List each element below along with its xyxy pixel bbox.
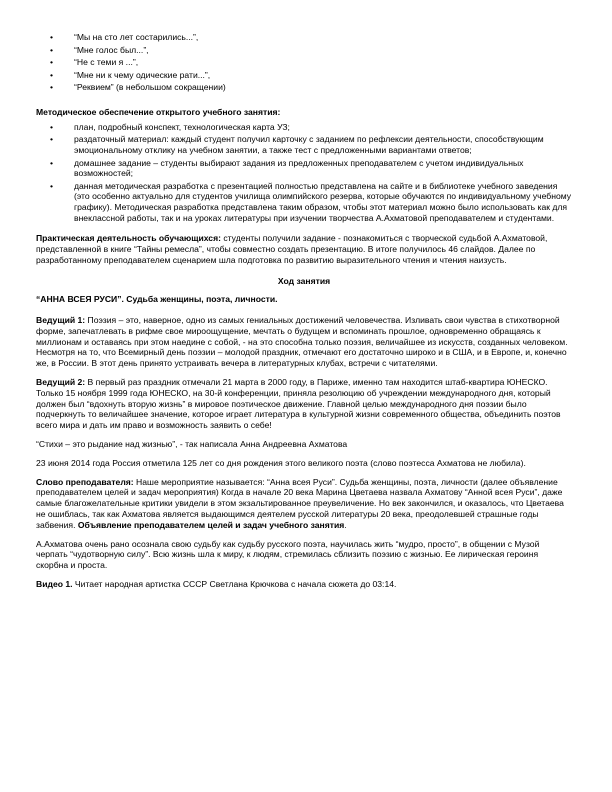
list-item: • “Мы на сто лет состарились...”, bbox=[36, 32, 572, 43]
quote-paragraph: “Стихи – это рыдание над жизнью”, - так написала Анна Андреевна Ахматова bbox=[36, 439, 348, 450]
host2-label: Ведущий 2: bbox=[36, 377, 86, 388]
list-item: • раздаточный материал: каждый студент получил карточку с заданием по рефлексии деятельности, способствующим эмоциональному отклику на учебном занятии, а также тест с предложенными вариантами ответов; bbox=[36, 134, 572, 155]
list-item: • “Мне ни к чему одические рати...”, bbox=[36, 70, 572, 81]
list-item: • “Не с теми я ...”, bbox=[36, 57, 572, 68]
video-paragraph bbox=[36, 579, 572, 590]
practice-label: Практическая деятельность обучающихся: bbox=[36, 233, 221, 244]
list-item: • “Реквием” (в небольшом сокращении) bbox=[36, 82, 572, 93]
video-label: Видео 1. bbox=[36, 579, 73, 590]
destiny-paragraph: А.Ахматова очень рано осознала свою судьбу как судьбу русского поэта, научилась жить “мудро, просто”, в общении с Музой черпать “чудотворную силу”. Всю жизнь шла к миру, к людям, стремилась сблизить поэзию с жизнью. Ее лирическая героиня скорбна и проста. bbox=[36, 538, 540, 571]
resources-list bbox=[36, 122, 572, 223]
host1-paragraph bbox=[36, 315, 572, 369]
list-item: • “Мне голос был...”, bbox=[36, 45, 572, 56]
practice-paragraph bbox=[36, 233, 572, 265]
resources-heading: Методическое обеспечение открытого учебного занятия: bbox=[36, 106, 281, 117]
host1-text: Поэзия – это, наверное, одно из самых гениальных достижений человечества. Изливать свои чувства в стихотворной форме, запечатлевать в рифме свое мироощущение, мечтать о будущем и вспоминать прошлое, одновременно обращаясь к миллионам и оставаясь при этом наедине с собой, - на это способна только поэзия, величайшее из искусств, созданных человеком. Несмотря на то, что Всемирный день поэзии – молодой праздник, отмечают его достаточно широко и в США, и в Европе, и, конечно же, в России. В этот день принято устраивать вечера в литературных клубах, встречи с читателями. bbox=[36, 315, 568, 369]
teacher-paragraph bbox=[36, 477, 572, 531]
list-item: • план, подробный конспект, технологическая карта УЗ; bbox=[36, 122, 572, 133]
video-text: Читает народная артистка СССР Светлана Крючкова с начала сюжета до 03:14. bbox=[72, 579, 397, 590]
host2-text: В первый раз праздник отмечали 21 марта в 2000 году, в Париже, именно там находится штаб-квартира ЮНЕСКО. Только 15 ноября 1999 года ЮНЕСКО, на 30-й конференции, приняла резолюцию об учреждении международного дня, который должен был “вдохнуть вторую жизнь” в мировое поэтическое движение. Главной целью международного дня поэзии было подчеркнуть то величайшее значение, которое играет литература в культурной жизни современного общества, объединить поэтов всего мира и дать им право и возможность заявить о себе! bbox=[36, 377, 561, 431]
anniversary-paragraph: 23 июня 2014 года Россия отметила 125 лет со дня рождения этого великого поэта (слово поэтесса Ахматова не любила). bbox=[36, 457, 526, 468]
host1-label: Ведущий 1: bbox=[36, 315, 86, 326]
list-item: • данная методическая разработка с презентацией полностью представлена на сайте и в библиотеке учебного заведения (это особенно актуально для студентов училища олимпийского резерва, которые обучаются по индивидуальному учебному графику). Методическая разработка представлена таким образом, чтобы этот материал можно было использовать как для внеклассной работы, так и на уроках литературы при изучении творчества А.Ахматовой преподавателем и студентами. bbox=[36, 181, 572, 223]
lesson-heading: Ход занятия bbox=[277, 275, 331, 286]
teacher-label: Слово преподавателя: bbox=[36, 476, 134, 487]
lesson-subtitle: “АННА ВСЕЯ РУСИ”. Судьба женщины, поэта, личности. bbox=[36, 294, 278, 305]
host2-paragraph bbox=[36, 377, 572, 431]
teacher-period: . bbox=[344, 519, 347, 530]
teacher-text: Наше мероприятие называется: “Анна всея Руси”. Судьба женщины, поэта, личности (далее объявление преподавателем целей и задач мероприятия) Когда в начале 20 века Марина Цветаева назвала Ахматову “Анной всея Руси”, даже самые благожелательные критики увидели в этом экзальтированное преувеличение. Но век закончился, и оказалось, что Цветаева не ошиблась, так как Ахматова является выдающимся деятелем русской литературы 20 века, преодолевшей страшные годы забвения. bbox=[36, 476, 564, 530]
list-item: • домашнее задание – студенты выбирают задания из предложенных преподавателем с учетом индивидуальных возможностей; bbox=[36, 158, 572, 179]
teacher-bold-end: Объявление преподавателем целей и задач учебного занятия bbox=[77, 519, 345, 530]
practice-text: студенты получили задание - познакомиться с творческой судьбой А.Ахматовой, представленной в книге “Тайны ремесла”, чтобы совместно создать презентацию. В итоге получилось 46 слайдов. Далее по разработанному преподавателем сценарием шла подготовка по развитию выразительного чтения и чтения наизусть. bbox=[36, 233, 548, 265]
poem-list bbox=[36, 32, 572, 93]
